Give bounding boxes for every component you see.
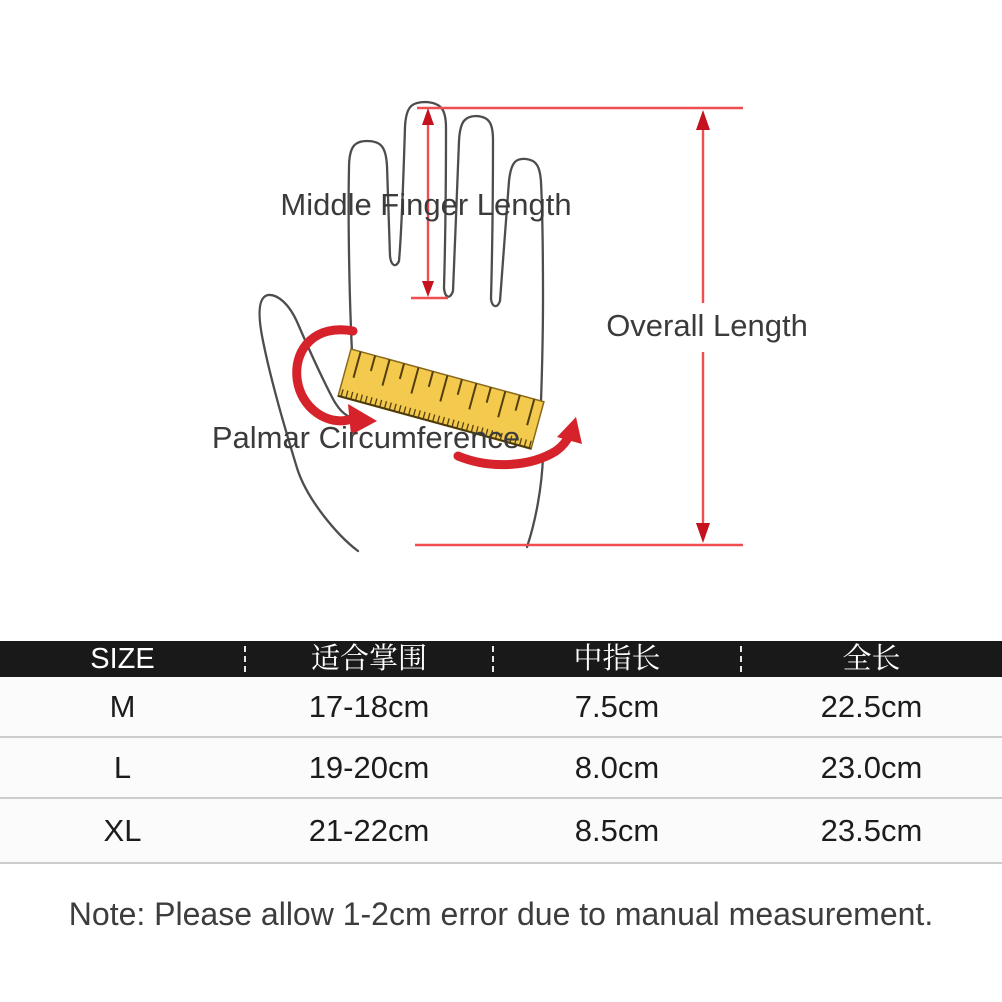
table-row-l — [0, 738, 1002, 799]
column-header-palm — [245, 641, 493, 677]
size-table-header-row — [0, 641, 1002, 677]
cell-middle-finger: 7.5cm — [574, 688, 660, 724]
overall-length-label: Overall Length — [606, 308, 808, 343]
cell-size: L — [113, 749, 132, 785]
middle-finger-length-label: Middle Finger Length — [280, 187, 572, 222]
column-header-middle-finger-label: 中指长 — [573, 643, 661, 675]
cell-middle-finger: 8.0cm — [574, 749, 660, 785]
table-row-m — [0, 677, 1002, 738]
palmar-circumference-label: Palmar Circumference — [211, 420, 521, 455]
column-header-overall — [741, 641, 1002, 677]
column-header-size — [0, 641, 245, 677]
cell-size: M — [109, 688, 136, 724]
wrap-arrow-right-head-icon — [557, 417, 582, 444]
cell-palm: 19-20cm — [308, 749, 430, 785]
hand-palm-right-path — [527, 456, 543, 547]
cell-middle-finger: 8.5cm — [574, 812, 660, 848]
table-row-xl — [0, 799, 1002, 864]
hand-outline — [260, 102, 543, 551]
finger-arrow-up-icon — [422, 108, 434, 125]
cell-overall: 22.5cm — [820, 688, 923, 724]
cell-palm: 21-22cm — [308, 812, 430, 848]
size-table — [0, 641, 1002, 864]
overall-arrow-down-icon — [696, 523, 710, 543]
column-header-palm-label: 适合掌围 — [310, 643, 427, 675]
cell-overall: 23.5cm — [820, 812, 923, 848]
column-header-overall-label: 全长 — [842, 643, 901, 675]
cell-overall: 23.0cm — [820, 749, 923, 785]
finger-arrow-down-icon — [422, 281, 434, 297]
cell-palm: 17-18cm — [308, 688, 430, 724]
column-header-middle-finger — [493, 641, 741, 677]
overall-arrow-up-icon — [696, 110, 710, 130]
cell-size: XL — [103, 812, 142, 848]
column-header-size-label: SIZE — [90, 643, 155, 675]
measurement-note: Note: Please allow 1-2cm error due to manual measurement. — [68, 896, 934, 932]
